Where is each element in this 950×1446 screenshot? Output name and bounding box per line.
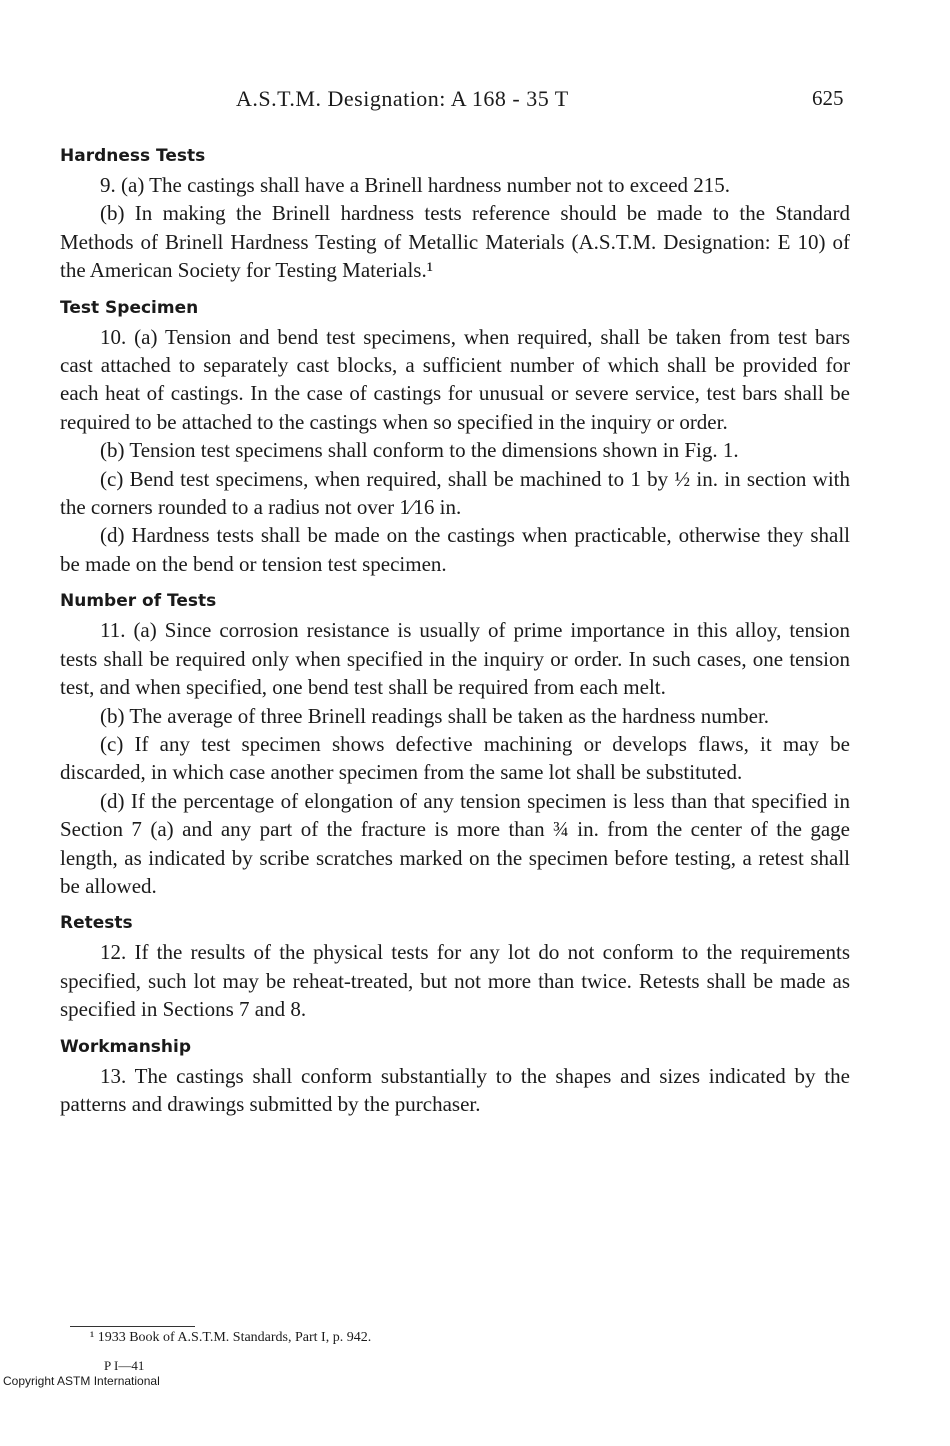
section-test-specimen bbox=[60, 295, 850, 579]
section-heading: Test Specimen bbox=[60, 297, 199, 318]
paragraph: (c) Bend test specimens, when required, shall be machined to 1 by ½ in. in section with the corners rounded to a radius not over 1⁄16 in. bbox=[60, 466, 850, 520]
paragraph: 9. (a) The castings shall have a Brinell hardness number not to exceed 215. bbox=[100, 173, 731, 197]
printer-mark: P I—41 bbox=[104, 1358, 145, 1373]
section-heading: Number of Tests bbox=[60, 591, 217, 612]
section-heading: Workmanship bbox=[60, 1036, 192, 1057]
paragraph: (c) If any test specimen shows defective machining or develops flaws, it may be discarded, in which case another specimen from the same lot shall be substituted. bbox=[60, 731, 850, 785]
section-retests bbox=[60, 910, 850, 1023]
paragraph: 13. The castings shall conform substantially to the shapes and sizes indicated by the patterns and drawings submitted by the purchaser. bbox=[60, 1063, 850, 1116]
section-heading: Retests bbox=[60, 913, 133, 934]
section-hardness-tests bbox=[60, 143, 850, 285]
page-number: 625 bbox=[812, 86, 844, 110]
page-title: A.S.T.M. Designation: A 168 - 35 T bbox=[236, 86, 569, 111]
paragraph: (d) Hardness tests shall be made on the castings when practicable, otherwise they shall be made on the bend or tension test specimen. bbox=[60, 523, 850, 576]
copyright-notice: Copyright ASTM International bbox=[3, 1374, 160, 1388]
paragraph: 10. (a) Tension and bend test specimens, when required, shall be taken from test bars cast attached to separately cast blocks, a sufficient number of which shall be provided for each heat of castings. In the case of castings for unusual or severe service, test bars shall be required to be attached to the castings when so specified in the inquiry or order. bbox=[60, 324, 850, 434]
section-workmanship bbox=[60, 1034, 850, 1119]
document-body bbox=[60, 143, 850, 1128]
section-heading: Hardness Tests bbox=[60, 146, 206, 166]
paragraph: (d) If the percentage of elongation of any tension specimen is less than that specified in Section 7 (a) and any part of the fracture is more than ¾ in. from the center of the gage length, as indicated by scribe scratches marked on the specimen before testing, a retest shall be allowed. bbox=[60, 788, 850, 898]
paragraph: (b) Tension test specimens shall conform to the dimensions shown in Fig. 1. bbox=[100, 438, 739, 463]
footnote-divider bbox=[70, 1326, 195, 1327]
paragraph: 12. If the results of the physical tests for any lot do not conform to the requirements specified, such lot may be reheat-treated, but not more than twice. Retests shall be made as specified in Sections 7 and 8. bbox=[60, 940, 850, 1022]
section-number-of-tests bbox=[60, 588, 850, 900]
paragraph: (b) In making the Brinell hardness tests reference should be made to the Standard Methods of Brinell Hardness Testing of Metallic Materials (A.S.T.M. Designation: E 10) of the American Society for Testing Materials.¹ bbox=[60, 201, 850, 283]
paragraph: (b) The average of three Brinell readings shall be taken as the hardness number. bbox=[100, 703, 770, 728]
footnote: ¹ 1933 Book of A.S.T.M. Standards, Part I, p. 942. bbox=[90, 1330, 372, 1345]
paragraph: 11. (a) Since corrosion resistance is usually of prime importance in this alloy, tension tests shall be required only when specified in the inquiry or order. In such cases, one tension test, and when specified, one bend test shall be required from each melt. bbox=[60, 618, 850, 700]
running-head bbox=[0, 86, 950, 116]
